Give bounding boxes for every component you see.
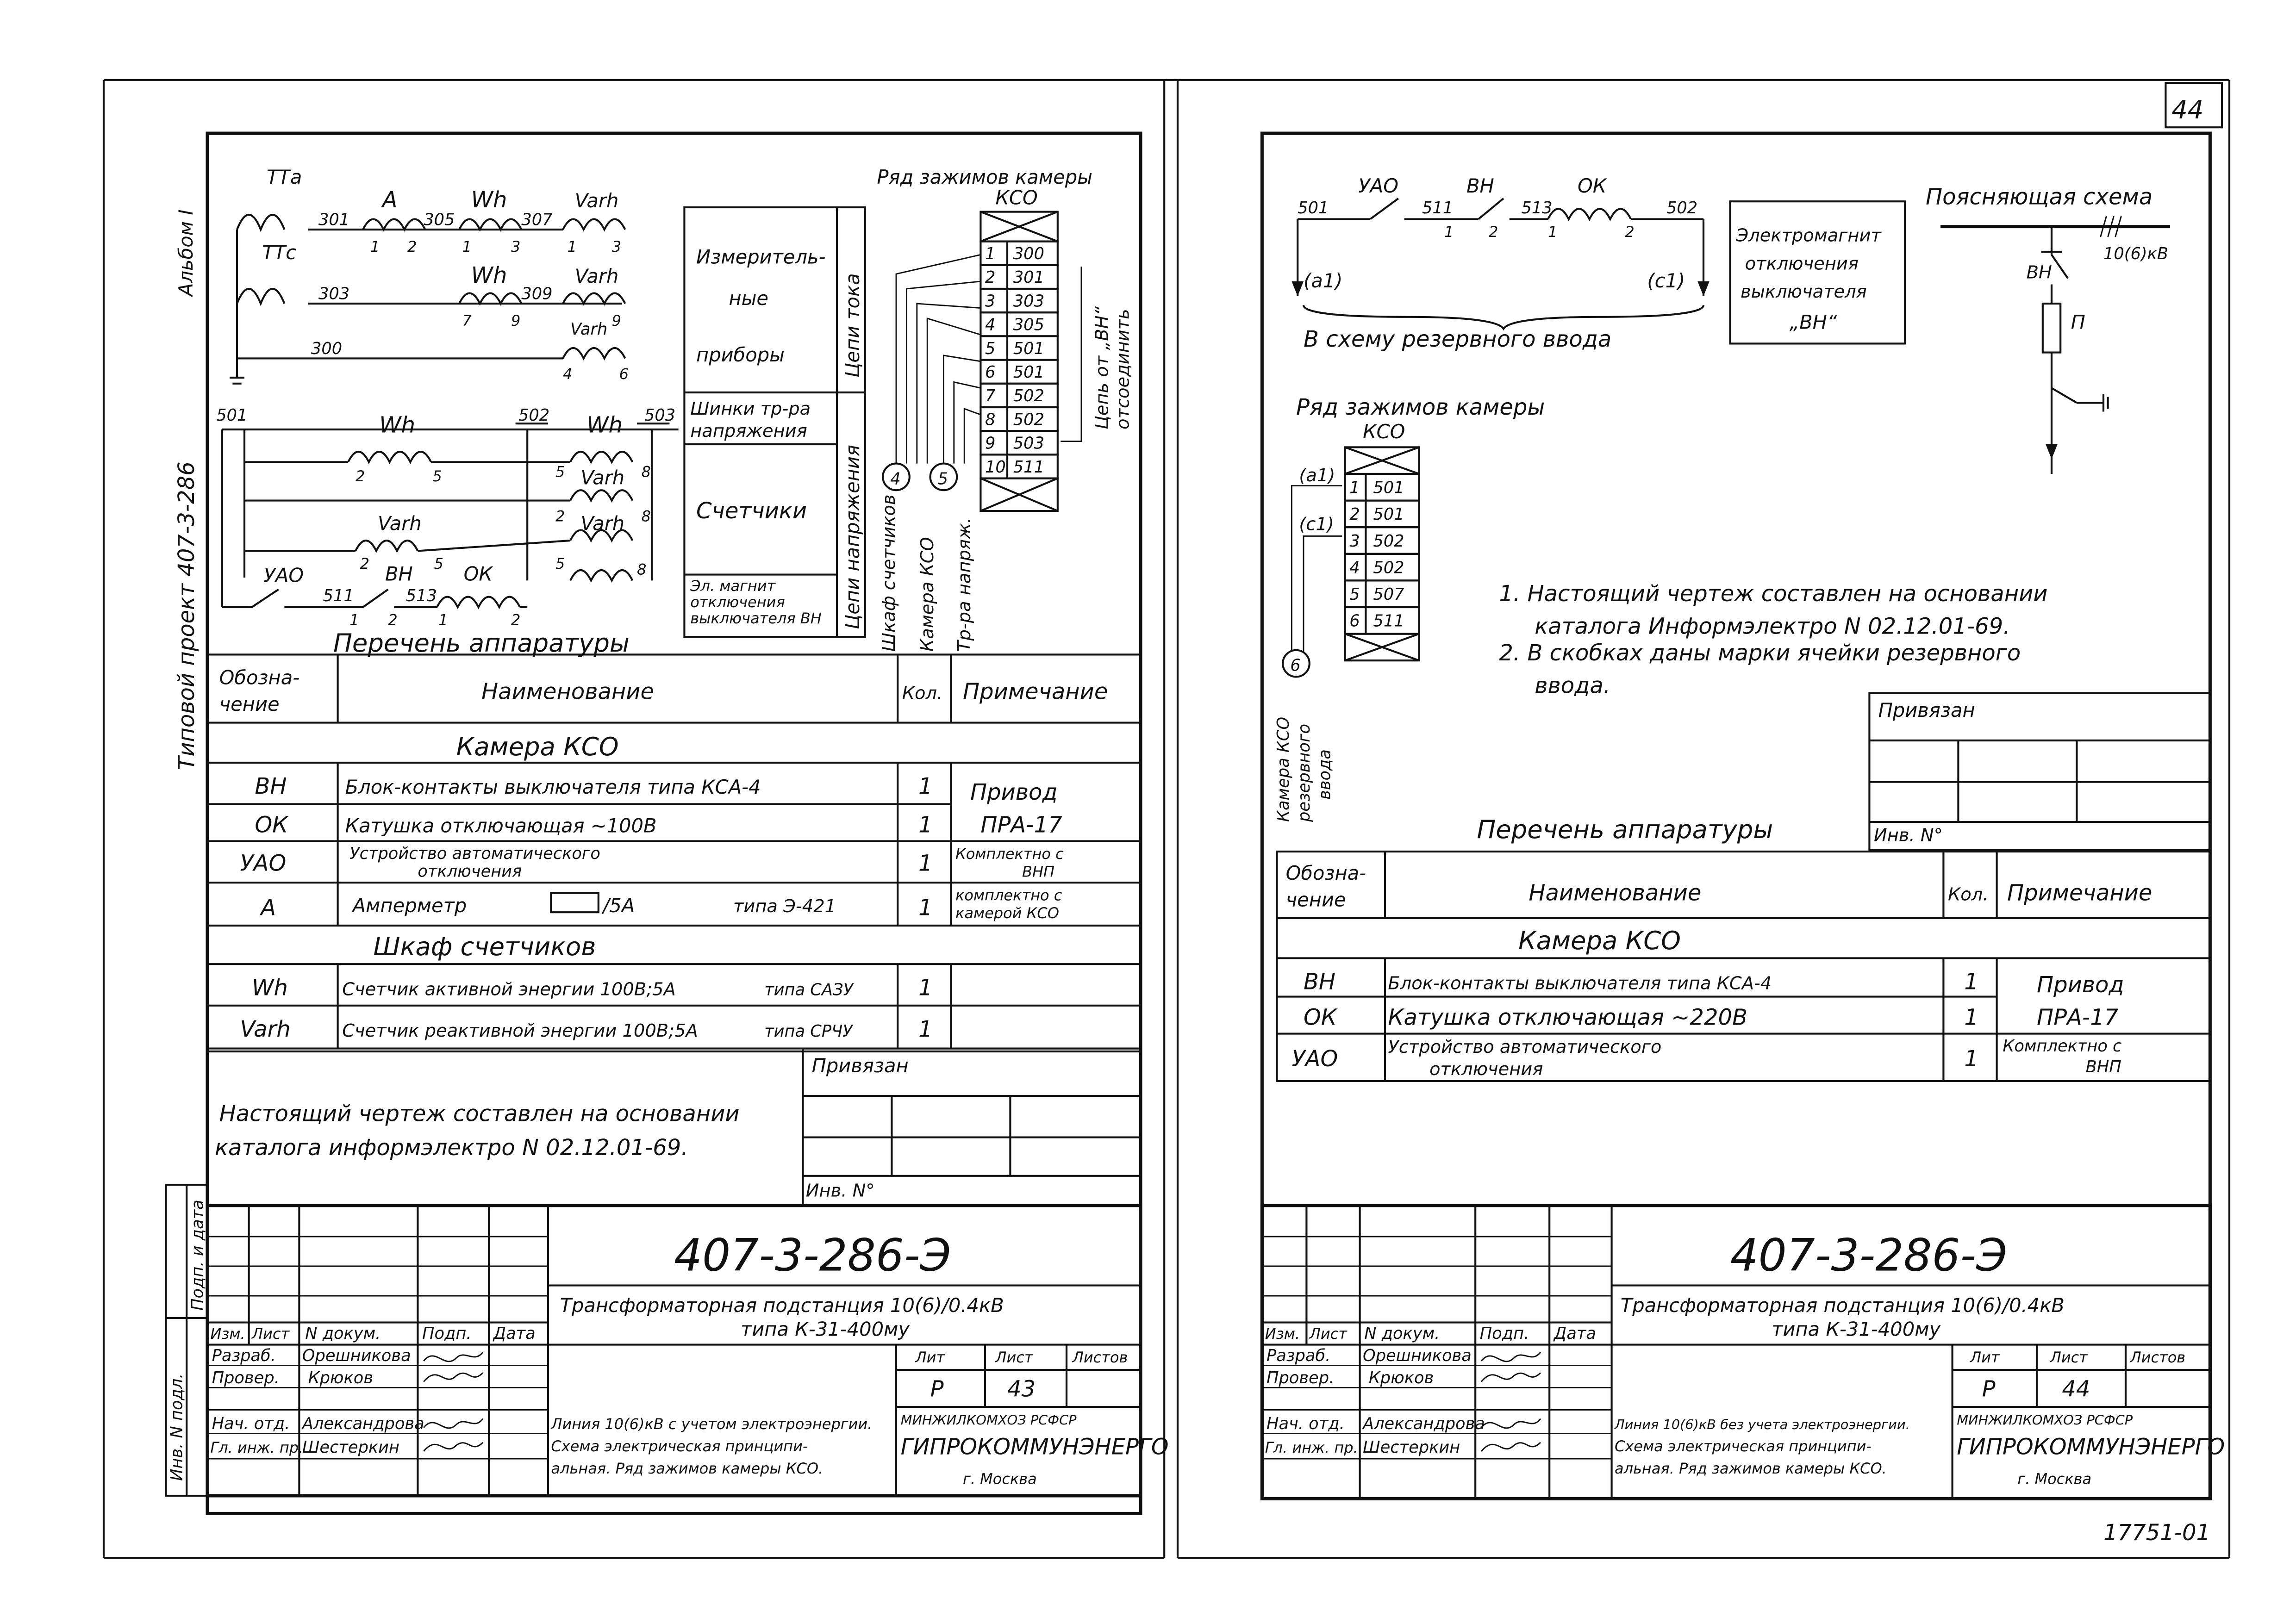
pin-f8: 8 <box>637 560 647 578</box>
r-vn-label: ВН <box>1466 174 1494 197</box>
pin-e5: 5 <box>434 554 443 572</box>
pin-b5: 5 <box>432 467 442 485</box>
left-signature-3 <box>424 1419 483 1428</box>
left-list: Лист <box>995 1349 1033 1366</box>
left-r4-note-1: комплектно с <box>955 886 1062 904</box>
left-glinzh: Гл. инж. пр. <box>210 1439 304 1457</box>
corner-page-number: 44 <box>2171 95 2204 124</box>
r-p1: 1 <box>1444 223 1454 241</box>
vt-label: Тр-ра напряж. <box>954 517 975 652</box>
left-list-val: 43 <box>1007 1376 1036 1402</box>
disconnect-label-2: отсоединить <box>1112 309 1134 429</box>
disconnect-label-1: Цепь от „ВН“ <box>1092 306 1113 429</box>
pin-wh3: 3 <box>511 238 521 255</box>
pin-c5: 5 <box>555 463 565 481</box>
left-r1-d: ВН <box>255 773 287 800</box>
wire-502: 502 <box>518 405 550 425</box>
em-l3: выключателя ВН <box>690 609 822 628</box>
left-r5-q: 1 <box>918 975 933 1001</box>
pin-vh4: 4 <box>563 365 573 383</box>
right-terminal-wire: 501 <box>1373 505 1404 524</box>
r-r3-note-1: Комплектно с <box>2003 1037 2122 1056</box>
r-col-list: Лист <box>1309 1325 1347 1343</box>
r-col-date: Дата <box>1554 1324 1596 1343</box>
ammeter-symbol <box>551 893 598 913</box>
r-r3-name-2: отключения <box>1429 1059 1543 1080</box>
pin-h1: 1 <box>438 611 448 629</box>
pin-wh9: 9 <box>511 312 521 330</box>
right-terminal-wire: 502 <box>1373 558 1404 578</box>
r-p1b: 1 <box>1548 223 1558 241</box>
left-terminal-wire: 501 <box>1013 363 1044 382</box>
left-terminal-num: 5 <box>985 339 996 358</box>
voltage-circuits-label: Цепи напряжения <box>841 445 864 629</box>
left-r3-name-2: отключения <box>418 862 522 881</box>
r-col-izm: Изм. <box>1265 1325 1300 1343</box>
left-r3-d: УАО <box>240 850 287 877</box>
left-r3-note-2: ВНП <box>1022 863 1055 881</box>
r-lit: Лит <box>1970 1349 2000 1366</box>
left-r4-q: 1 <box>918 895 933 921</box>
pin-b2: 2 <box>356 467 365 485</box>
wire-511: 511 <box>323 586 354 606</box>
r-r1-q: 1 <box>1964 969 1978 995</box>
wh-mid-label: Wh <box>471 262 507 289</box>
project-label: Типовой проект 407-3-286 <box>174 461 200 770</box>
left-terminal-num: 6 <box>985 363 996 382</box>
r-stamp-code: 407-3-286-Э <box>1730 1229 2008 1281</box>
r-p2: 2 <box>1489 223 1498 241</box>
r-stamp-title-1: Трансформаторная подстанция 10(6)/0.4кВ <box>1620 1294 2065 1317</box>
right-terminal-wire: 511 <box>1373 611 1404 631</box>
wire-307: 307 <box>521 210 553 230</box>
varh-bus2-label: Varh <box>580 512 625 535</box>
ok-label: ОК <box>463 562 493 585</box>
left-col-doc: N докум. <box>305 1324 381 1343</box>
r-drive-2: ПРА-17 <box>2037 1004 2119 1031</box>
left-r2-d: ОК <box>255 812 288 838</box>
meters-l2: ные <box>729 287 769 310</box>
r-col-sign: Подп. <box>1479 1324 1529 1343</box>
left-r4-name: Амперметр <box>352 894 467 917</box>
pin-g2: 2 <box>388 611 398 629</box>
r-drive-1: Привод <box>2037 972 2124 998</box>
left-stamp <box>207 1206 1169 1496</box>
ok-coil <box>437 597 520 607</box>
left-col-list: Лист <box>252 1325 290 1343</box>
left-stamp-title-2: типа К-31-400му <box>741 1318 910 1341</box>
right-terminal-strip <box>1345 474 1419 634</box>
pin-d8: 8 <box>641 507 651 525</box>
r-th-qty: Кол. <box>1948 884 1989 905</box>
wire-303: 303 <box>318 284 350 304</box>
r-list-val: 44 <box>2062 1376 2090 1402</box>
r-ok-coil <box>1548 209 1631 219</box>
varh-bus3-label: Varh <box>378 512 422 535</box>
r-r2-q: 1 <box>1964 1004 1978 1031</box>
left-col-sign: Подп. <box>422 1324 472 1343</box>
varh-top-coil <box>563 219 625 230</box>
right-terminal-num: 5 <box>1349 585 1360 604</box>
r-note-2-l2: ввода. <box>1535 672 1611 699</box>
r-signature-4 <box>1481 1443 1541 1451</box>
left-th-des-1: Обозна- <box>219 666 300 689</box>
explain-p: П <box>2071 311 2085 334</box>
left-r1-q: 1 <box>918 773 933 800</box>
pin-vh1: 1 <box>567 238 577 255</box>
left-terminal-wire: 502 <box>1013 386 1044 406</box>
left-terminal-num: 10 <box>985 457 1006 477</box>
pin-f5: 5 <box>555 554 565 572</box>
right-terminal-num: 2 <box>1349 505 1360 524</box>
right-terminal-num: 1 <box>1349 478 1360 497</box>
wh-bus2-label: Wh <box>586 412 623 438</box>
r-terminal-title-l2: КСО <box>1363 420 1405 443</box>
left-signature-1 <box>424 1352 483 1362</box>
left-inv: Инв. N° <box>805 1180 875 1201</box>
left-r3-name-1: Устройство автоматического <box>349 844 600 863</box>
left-section-1: Камера КСО <box>456 732 619 761</box>
left-razrab: Разраб. <box>212 1346 276 1365</box>
tt-a-coil <box>237 215 284 230</box>
varh-mid-label: Varh <box>574 265 619 288</box>
pin-vh6: 6 <box>619 365 629 383</box>
explain-title: Поясняющая схема <box>1926 184 2153 210</box>
wire-309: 309 <box>521 284 553 304</box>
left-list-title: Перечень аппаратуры <box>333 628 630 658</box>
r-col-doc: N докум. <box>1364 1324 1440 1343</box>
left-nach: Нач. отд. <box>212 1414 290 1433</box>
left-r5-type: типа САЗУ <box>764 980 853 1000</box>
pin-wh7: 7 <box>462 312 472 330</box>
wh-bus-label: Wh <box>379 412 416 438</box>
em-box-1: Электромагнит <box>1736 225 1881 246</box>
left-col-izm: Изм. <box>210 1325 245 1343</box>
r-note-1-l2: каталога Информэлектро N 02.12.01-69. <box>1535 613 2010 640</box>
right-table <box>1277 693 2210 1081</box>
r-to-reserve: В схему резервного ввода <box>1304 326 1612 352</box>
r-glinzh: Гл. инж. пр. <box>1265 1439 1358 1457</box>
r-lit-val: Р <box>1982 1376 1996 1402</box>
left-schematic <box>216 166 678 629</box>
left-terminal-num: 2 <box>985 268 996 287</box>
cam-kso-label: Камера КСО <box>917 537 938 652</box>
r-uao-label: УАО <box>1358 174 1398 197</box>
r-org-1: МИНЖИЛКОМХОЗ РСФСР <box>1957 1412 2133 1428</box>
current-circuits-label: Цепи тока <box>841 273 864 378</box>
album-label: Альбом I <box>175 209 197 296</box>
vn-label: ВН <box>385 562 413 585</box>
r-cam-reserve-1: Камера КСО <box>1274 716 1293 822</box>
em-box-3: выключателя <box>1741 281 1867 303</box>
left-labels <box>684 166 1133 652</box>
right-stamp <box>1262 1206 2225 1499</box>
left-desc-2: Схема электрическая принципи- <box>551 1437 808 1455</box>
margin-inv-label: Инв. N подл. <box>167 1373 187 1481</box>
r-terminal-title-l1: Ряд зажимов камеры <box>1296 394 1545 420</box>
left-th-note: Примечание <box>963 678 1108 705</box>
meters-l3: приборы <box>696 343 785 366</box>
uao-label: УАО <box>263 564 304 587</box>
left-terminal-wire: 503 <box>1013 434 1044 453</box>
left-lit-val: Р <box>930 1376 944 1402</box>
r-signature-1 <box>1481 1352 1541 1362</box>
left-r3-note-1: Комплектно с <box>955 845 1064 863</box>
wire-305: 305 <box>424 210 455 230</box>
r-listov: Листов <box>2130 1349 2186 1366</box>
left-r6-type: типа СРЧУ <box>764 1022 853 1041</box>
right-terminal-wire: 507 <box>1373 585 1404 604</box>
right-terminal-num: 6 <box>1349 611 1360 631</box>
pin-wh1: 1 <box>462 238 472 255</box>
left-col-date: Дата <box>493 1324 536 1343</box>
left-footnote-1: Настоящий чертеж составлен на основании <box>219 1101 740 1127</box>
explain-vn: ВН <box>2026 262 2052 283</box>
left-razrab-name: Орешникова <box>302 1346 411 1365</box>
circle-5: 5 <box>937 469 948 489</box>
r-th-name: Наименование <box>1529 880 1702 906</box>
left-terminal-wire: 511 <box>1013 457 1044 477</box>
pin-e2: 2 <box>360 554 369 572</box>
right-terminal-num: 4 <box>1349 558 1360 578</box>
left-terminal-num: 1 <box>985 244 996 263</box>
wh-top-coil <box>459 219 521 230</box>
r-brk-a1: (а1) <box>1299 465 1335 486</box>
left-org-3: г. Москва <box>963 1470 1037 1488</box>
r-brace <box>1304 305 1703 329</box>
r-w513: 513 <box>1521 198 1553 218</box>
left-drive-2: ПРА-17 <box>980 812 1062 838</box>
r-signature-2 <box>1481 1373 1541 1381</box>
tt-a-label: ТТа <box>267 165 302 188</box>
left-th-qty: Кол. <box>902 683 943 704</box>
left-org-1: МИНЖИЛКОМХОЗ РСФСР <box>900 1412 1077 1428</box>
r-signature-3 <box>1481 1419 1541 1428</box>
wire-301: 301 <box>318 210 350 230</box>
left-r5-name: Счетчик активной энергии 100В;5А <box>342 979 676 1000</box>
left-drive-1: Привод <box>970 779 1058 805</box>
r-list: Лист <box>2050 1349 2088 1366</box>
pin-g1: 1 <box>349 611 359 629</box>
wh-bus2-coil <box>570 452 632 462</box>
r-r3-q: 1 <box>1964 1046 1978 1072</box>
buses-l1: Шинки тр-ра <box>690 398 811 419</box>
wire-503: 503 <box>644 405 676 425</box>
r-razrab: Разраб. <box>1267 1346 1331 1365</box>
r-privyazan: Привязан <box>1878 698 1975 721</box>
left-terminal-num: 4 <box>985 315 996 335</box>
cab-counters-label: Шкаф счетчиков <box>878 494 899 652</box>
left-r2-q: 1 <box>918 812 933 838</box>
left-lit: Лит <box>915 1349 945 1366</box>
r-desc-1: Линия 10(6)кВ без учета электроэнергии. <box>1615 1417 1910 1432</box>
left-r6-name: Счетчик реактивной энергии 100В;5А <box>342 1020 698 1041</box>
left-r6-d: Varh <box>240 1016 291 1042</box>
wh-bus-coil <box>348 452 431 462</box>
left-desc-3: альная. Ряд зажимов камеры КСО. <box>551 1460 824 1477</box>
left-r3-q: 1 <box>918 850 933 877</box>
left-desc-1: Линия 10(6)кВ с учетом электроэнергии. <box>551 1415 873 1433</box>
explain-voltage: 10(6)кВ <box>2103 244 2169 263</box>
left-terminal-wire: 303 <box>1013 292 1044 311</box>
wire-300: 300 <box>311 339 343 358</box>
r-th-des-2: чение <box>1285 888 1346 911</box>
em-box-4: „ВН“ <box>1789 311 1837 334</box>
r-w501: 501 <box>1298 198 1329 218</box>
varh-bus1-label: Varh <box>580 466 625 489</box>
r-r3-d: УАО <box>1292 1046 1338 1072</box>
r-r3-name-1: Устройство автоматического <box>1388 1037 1662 1058</box>
pin-h2: 2 <box>511 611 521 629</box>
r-cam-reserve-3: ввода <box>1315 749 1335 800</box>
r-p2b: 2 <box>1625 223 1635 241</box>
r-prover-name: Крюков <box>1368 1368 1434 1387</box>
left-terminal-num: 9 <box>985 434 996 453</box>
pin-c8: 8 <box>641 463 651 481</box>
left-terminal-num: 3 <box>985 292 996 311</box>
left-nach-name: Александрова <box>302 1414 424 1433</box>
r-inv: Инв. N° <box>1874 825 1943 846</box>
wire-513: 513 <box>406 586 437 606</box>
r-glinzh-name: Шестеркин <box>1363 1438 1460 1457</box>
margin-sign-label: Подп. и дата <box>188 1200 207 1311</box>
left-r4-type: типа Э-421 <box>733 896 836 917</box>
r-r2-name: Катушка отключающая ~220В <box>1388 1004 1747 1031</box>
r-th-note: Примечание <box>2007 880 2152 906</box>
varh-mid-coil <box>563 293 625 304</box>
r-cam-reserve-2: резервного <box>1294 724 1314 822</box>
left-prover-name: Крюков <box>308 1368 374 1387</box>
pin-vh9: 9 <box>611 312 621 330</box>
r-circle-6: 6 <box>1290 656 1301 675</box>
r-w511: 511 <box>1422 198 1454 218</box>
varh-bus4-coil <box>570 570 632 580</box>
fuse-symbol <box>2043 304 2060 353</box>
r-r1-name: Блок-контакты выключателя типа КСА-4 <box>1388 973 1772 994</box>
wire-501: 501 <box>216 405 248 425</box>
left-terminal-wire: 301 <box>1013 268 1044 287</box>
r-nach-name: Александрова <box>1363 1414 1485 1433</box>
r-list-title: Перечень аппаратуры <box>1477 815 1773 845</box>
pin-vh3: 3 <box>611 238 621 255</box>
em-box-2: отключения <box>1745 253 1859 274</box>
em-l1: Эл. магнит <box>690 577 776 595</box>
left-terminal-wire: 305 <box>1013 315 1044 335</box>
left-prover: Провер. <box>212 1368 280 1387</box>
left-r5-d: Wh <box>252 975 288 1001</box>
r-note-1-l1: 1. Настоящий чертеж составлен на основании <box>1499 581 2048 607</box>
r-stamp-title-2: типа К-31-400му <box>1772 1318 1941 1341</box>
r-r1-d: ВН <box>1304 969 1336 995</box>
r-org-3: г. Москва <box>2017 1470 2092 1488</box>
left-glinzh-name: Шестеркин <box>302 1438 400 1457</box>
r-r3-note-2: ВНП <box>2085 1057 2121 1076</box>
r-desc-3: альная. Ряд зажимов камеры КСО. <box>1615 1460 1887 1477</box>
left-terminal-wire: 502 <box>1013 410 1044 429</box>
left-r1-name: Блок-контакты выключателя типа КСА-4 <box>345 776 761 799</box>
left-terminal-title-l1: Ряд зажимов камеры <box>877 165 1092 188</box>
varh-low-label: Varh <box>570 320 608 339</box>
varh-top-label: Varh <box>574 189 619 212</box>
left-th-des-2: чение <box>219 693 280 715</box>
right-terminal-num: 3 <box>1349 531 1360 551</box>
pin-a1: 1 <box>370 238 380 255</box>
pin-a2: 2 <box>407 238 417 255</box>
left-listov: Листов <box>1072 1349 1128 1366</box>
left-signature-4 <box>424 1443 483 1451</box>
varh-bus3-coil <box>356 541 418 551</box>
left-footnote-2: каталога информэлектро N 02.12.01-69. <box>215 1135 688 1161</box>
left-privyazan: Привязан <box>811 1054 909 1077</box>
left-terminal-num: 8 <box>985 410 996 429</box>
left-r4-mid: /5А <box>603 894 635 917</box>
left-r4-note-2: камерой КСО <box>955 904 1059 922</box>
right-terminal-wire: 501 <box>1373 478 1404 497</box>
left-terminal-wire: 300 <box>1013 244 1044 263</box>
r-desc-2: Схема электрическая принципи- <box>1615 1437 1872 1455</box>
right-schematic <box>1274 174 2170 822</box>
meters-l1: Измеритель- <box>696 245 826 268</box>
r-w502: 502 <box>1666 198 1698 218</box>
left-signature-2 <box>424 1373 483 1381</box>
left-r6-q: 1 <box>918 1016 933 1042</box>
r-note-2-l1: 2. В скобках даны марки ячейки резервного <box>1499 640 2021 666</box>
left-margin <box>166 209 207 1496</box>
r-r2-d: ОК <box>1304 1004 1337 1031</box>
varh-low-coil <box>563 348 625 358</box>
ammeter-coil <box>363 219 425 230</box>
r-razrab-name: Орешникова <box>1363 1346 1472 1365</box>
left-table <box>207 628 1141 1206</box>
wh-mid-coil <box>459 293 521 304</box>
r-c1: (с1) <box>1647 269 1685 292</box>
r-nach: Нач. отд. <box>1267 1414 1345 1433</box>
left-stamp-code: 407-3-286-Э <box>674 1229 951 1281</box>
r-th-des-1: Обозна- <box>1285 861 1366 884</box>
ammeter-label: A <box>382 187 398 213</box>
em-l2: отключения <box>690 593 785 611</box>
tt-c-coil <box>237 289 284 304</box>
left-terminal-wire: 501 <box>1013 339 1044 358</box>
buses-l2: напряжения <box>690 421 807 442</box>
left-terminal-title-l2: КСО <box>995 186 1038 209</box>
left-terminal-num: 7 <box>985 386 996 406</box>
counters-label: Счетчики <box>696 498 807 524</box>
archive-number: 17751-01 <box>2103 1520 2211 1546</box>
wh-top-label: Wh <box>471 187 507 213</box>
circle-4: 4 <box>890 469 901 489</box>
right-terminal-wire: 502 <box>1373 531 1404 551</box>
r-section-1: Камера КСО <box>1518 926 1681 956</box>
left-stamp-title-1: Трансформаторная подстанция 10(6)/0.4кВ <box>560 1294 1004 1317</box>
r-prover: Провер. <box>1267 1368 1335 1387</box>
left-terminal-strip <box>980 242 1057 479</box>
left-section-2: Шкаф счетчиков <box>373 932 596 961</box>
r-a1: (а1) <box>1304 269 1343 292</box>
varh-bus1-coil <box>570 490 632 500</box>
tt-c-label: ТТс <box>262 241 297 264</box>
left-org-2: ГИПРОКОММУНЭНЕРГО <box>900 1434 1169 1460</box>
left-r4-d: А <box>261 895 276 921</box>
left-r2-name: Катушка отключающая ~100В <box>345 814 657 837</box>
r-ok-label: ОК <box>1578 174 1607 197</box>
pin-d2: 2 <box>555 507 565 525</box>
r-org-2: ГИПРОКОММУНЭНЕРГО <box>1957 1434 2225 1460</box>
left-th-name: Наименование <box>481 678 655 705</box>
r-brk-c1: (с1) <box>1299 514 1334 535</box>
